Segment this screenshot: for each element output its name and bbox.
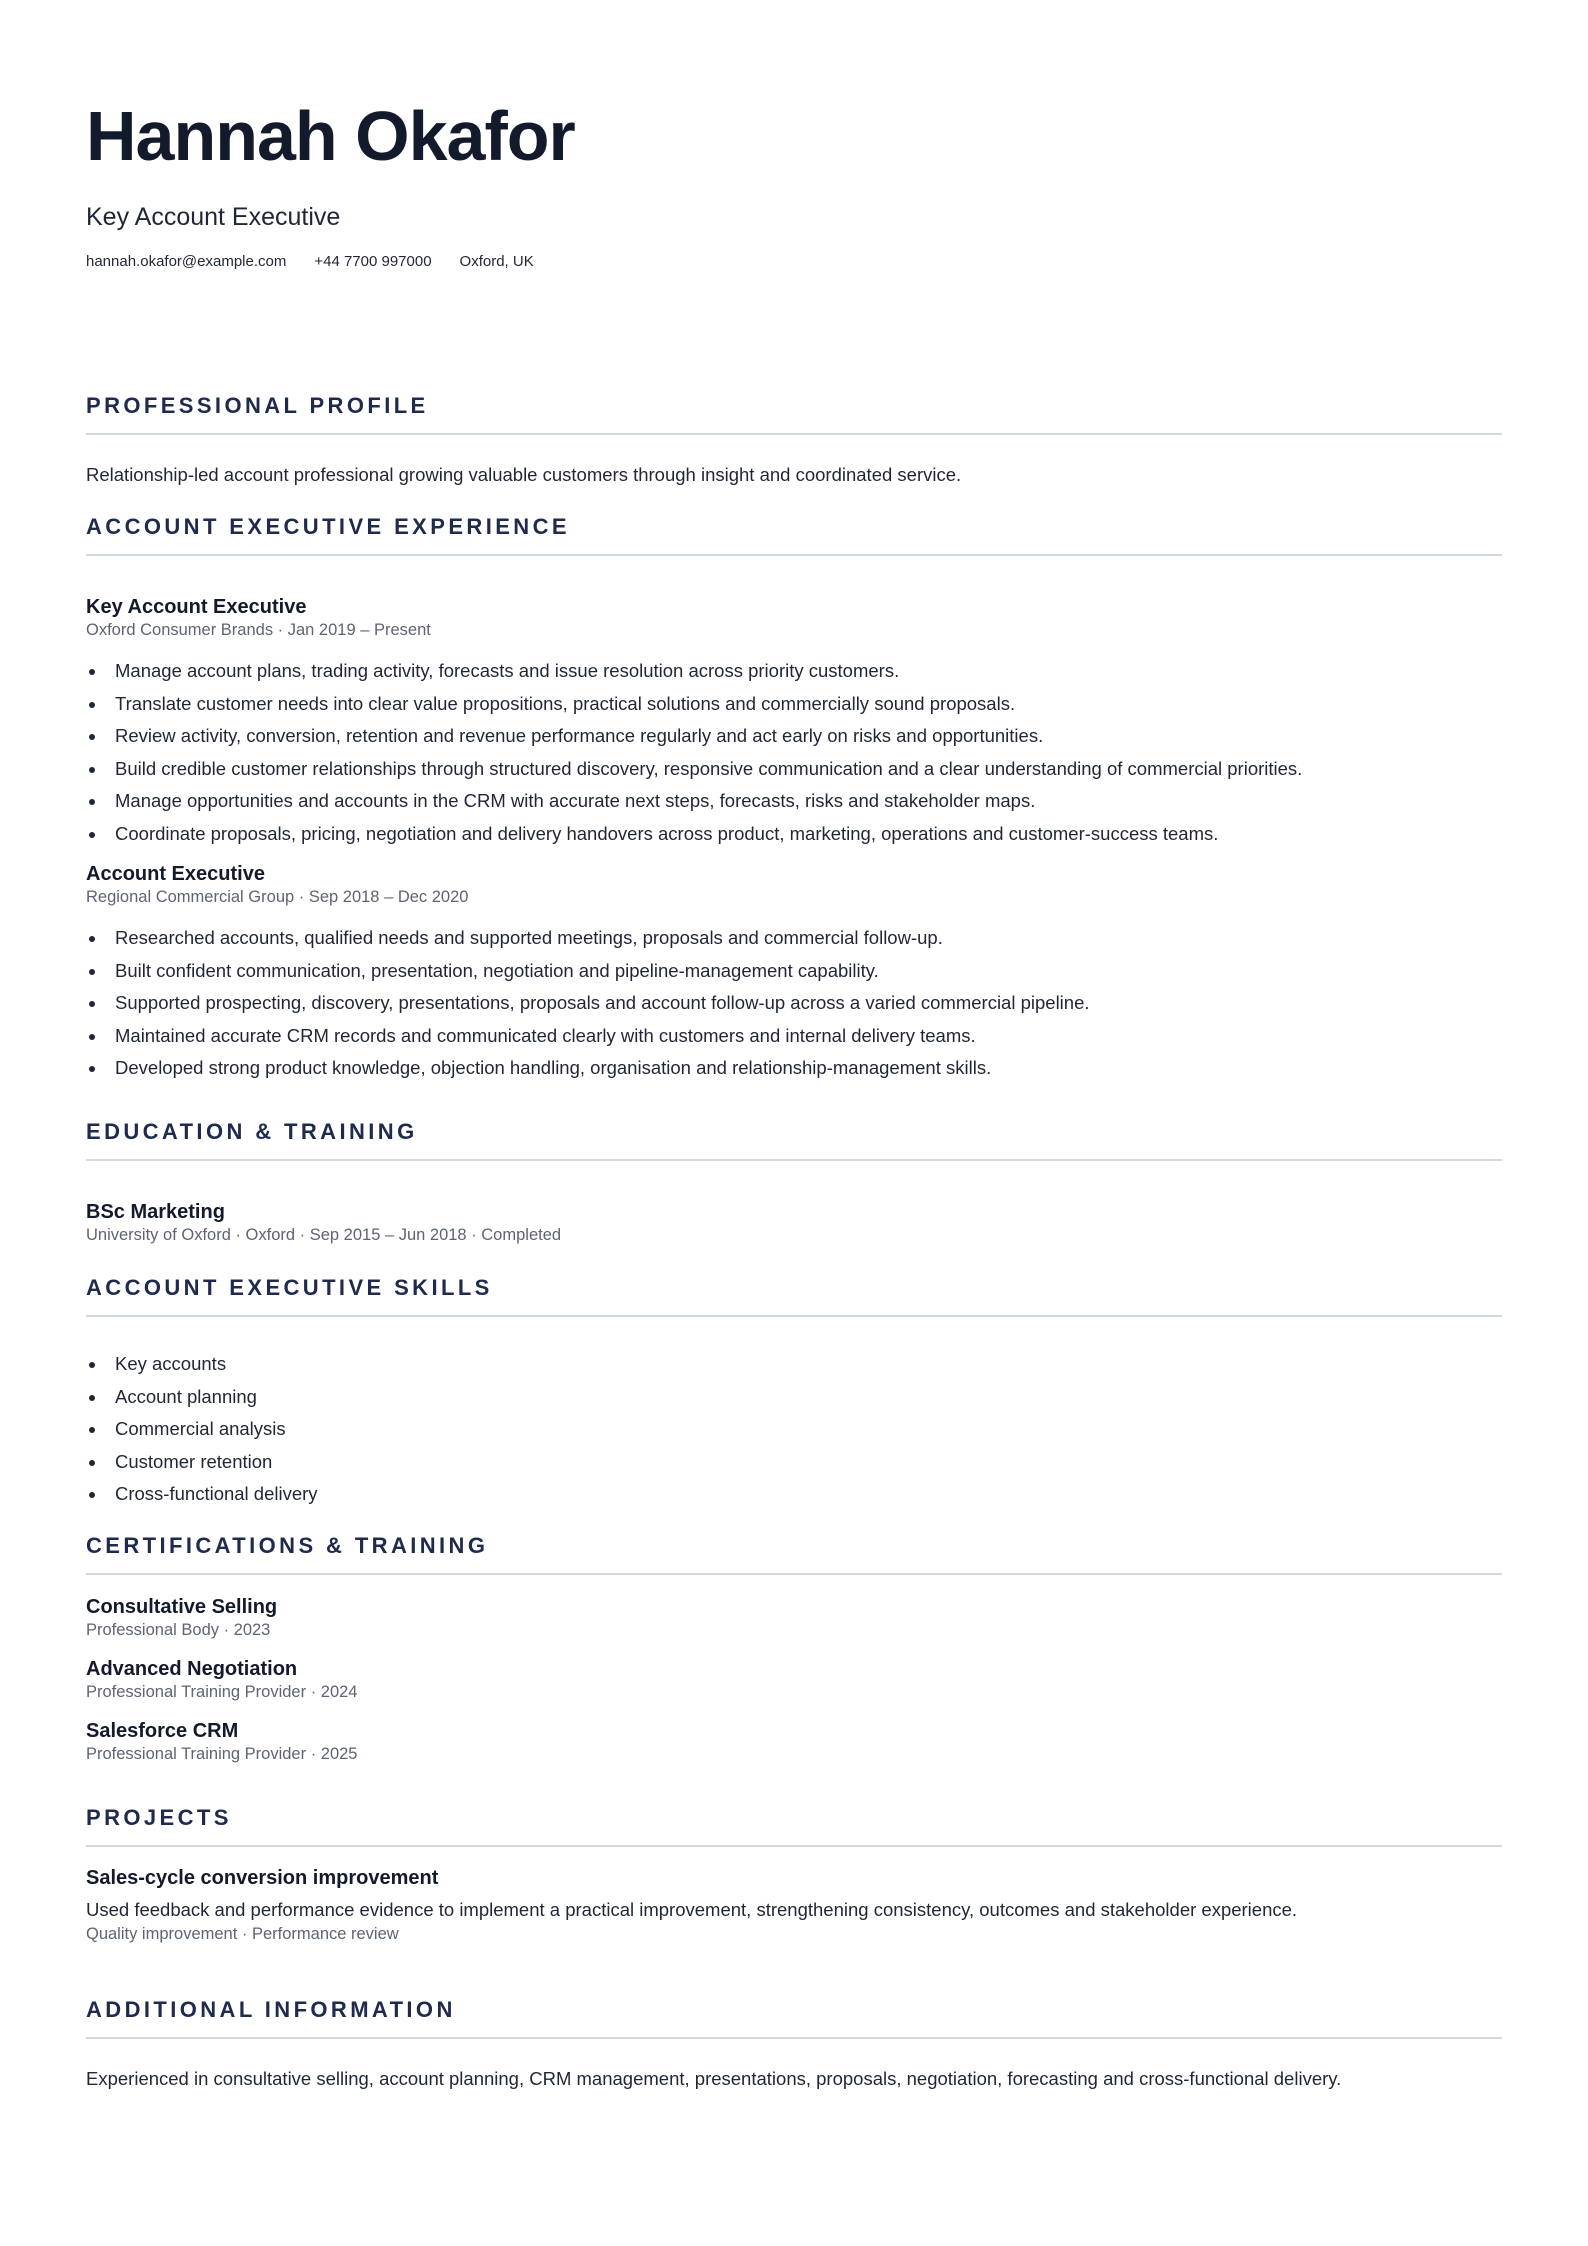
- job-meta: Regional Commercial Group · Sep 2018 – Dec 2020: [86, 888, 469, 906]
- section-divider: [86, 2037, 1502, 2039]
- job-meta: Oxford Consumer Brands · Jan 2019 – Present: [86, 621, 431, 639]
- contact-info: [86, 252, 1502, 272]
- skills-list: [86, 1348, 1502, 1511]
- section-divider: [86, 554, 1502, 556]
- profile-text: Relationship-led account professional growing valuable customers through insight and coordinated service.: [86, 464, 962, 485]
- skill-item: Account planning: [115, 1381, 1502, 1414]
- skill-item: Key accounts: [115, 1348, 1502, 1381]
- certifications-section: [86, 1532, 1502, 1765]
- cert-meta: Professional Training Provider · 2025: [86, 1745, 358, 1763]
- section-title-experience: ACCOUNT EXECUTIVE EXPERIENCE: [86, 514, 570, 539]
- skills-section: [86, 1274, 1502, 1511]
- experience-section: [86, 513, 1502, 1085]
- section-title-certifications: CERTIFICATIONS & TRAINING: [86, 1533, 489, 1558]
- job-bullet: Researched accounts, qualified needs and supported meetings, proposals and commercial follow-up.: [115, 922, 1502, 955]
- cert-entry: [86, 1719, 1502, 1765]
- skill-item: Commercial analysis: [115, 1413, 1502, 1446]
- job-bullet: Manage opportunities and accounts in the CRM with accurate next steps, forecasts, risks and stakeholder maps.: [115, 785, 1502, 818]
- job-bullet: Translate customer needs into clear value propositions, practical solutions and commercially sound proposals.: [115, 688, 1502, 721]
- project-name: Sales-cycle conversion improvement: [86, 1867, 439, 1889]
- section-title-profile: PROFESSIONAL PROFILE: [86, 393, 429, 418]
- cert-meta: Professional Body · 2023: [86, 1621, 271, 1639]
- job-entry: [86, 595, 1502, 850]
- job-bullets: [86, 922, 1502, 1085]
- cert-name: Consultative Selling: [86, 1596, 278, 1618]
- section-title-skills: ACCOUNT EXECUTIVE SKILLS: [86, 1275, 493, 1300]
- section-title-projects: PROJECTS: [86, 1805, 232, 1830]
- resume-header: [86, 0, 1502, 272]
- contact-location: Oxford, UK: [459, 253, 534, 270]
- cert-name: Salesforce CRM: [86, 1720, 239, 1742]
- section-divider: [86, 1845, 1502, 1847]
- job-entry: [86, 862, 1502, 1085]
- section-divider: [86, 433, 1502, 435]
- additional-text: Experienced in consultative selling, account planning, CRM management, presentations, proposals, negotiation, forecasting and cross-functional delivery.: [86, 2068, 1342, 2089]
- education-entry: [86, 1200, 1502, 1246]
- degree-title: BSc Marketing: [86, 1201, 225, 1223]
- cert-meta: Professional Training Provider · 2024: [86, 1683, 358, 1701]
- cert-entry: [86, 1657, 1502, 1703]
- skill-item: Cross-functional delivery: [115, 1478, 1502, 1511]
- degree-meta: University of Oxford · Oxford · Sep 2015 – Jun 2018 · Completed: [86, 1226, 562, 1244]
- contact-email: hannah.okafor@example.com: [86, 253, 287, 270]
- section-title-education: EDUCATION & TRAINING: [86, 1119, 418, 1144]
- cert-entry: [86, 1595, 1502, 1641]
- project-description: Used feedback and performance evidence to implement a practical improvement, strengthening consistency, outcomes and stakeholder experience.: [86, 1899, 1298, 1920]
- job-title: Account Executive: [86, 863, 265, 885]
- project-entry: [86, 1866, 1502, 1945]
- candidate-role: Key Account Executive: [86, 203, 341, 231]
- cert-name: Advanced Negotiation: [86, 1658, 298, 1680]
- job-bullet: Manage account plans, trading activity, forecasts and issue resolution across priority customers.: [115, 655, 1502, 688]
- job-bullet: Build credible customer relationships through structured discovery, responsive communication and a clear understanding of commercial priorities.: [115, 753, 1502, 786]
- job-bullet: Supported prospecting, discovery, presentations, proposals and account follow-up across a varied commercial pipeline.: [115, 987, 1502, 1020]
- job-bullet: Developed strong product knowledge, objection handling, organisation and relationship-management skills.: [115, 1052, 1502, 1085]
- project-tags: Quality improvement · Performance review: [86, 1925, 399, 1943]
- skill-item: Customer retention: [115, 1446, 1502, 1479]
- section-title-additional: ADDITIONAL INFORMATION: [86, 1997, 456, 2022]
- job-bullets: [86, 655, 1502, 850]
- contact-phone: +44 7700 997000: [314, 253, 432, 270]
- profile-section: [86, 392, 1502, 488]
- job-bullet: Built confident communication, presentation, negotiation and pipeline-management capability.: [115, 955, 1502, 988]
- additional-section: [86, 1996, 1502, 2092]
- job-bullet: Review activity, conversion, retention and revenue performance regularly and act early on risks and opportunities.: [115, 720, 1502, 753]
- job-title: Key Account Executive: [86, 596, 307, 618]
- projects-section: [86, 1804, 1502, 1945]
- section-divider: [86, 1315, 1502, 1317]
- candidate-name: Hannah Okafor: [86, 97, 575, 175]
- job-bullet: Maintained accurate CRM records and communicated clearly with customers and internal delivery teams.: [115, 1020, 1502, 1053]
- job-bullet: Coordinate proposals, pricing, negotiation and delivery handovers across product, marketing, operations and customer-success teams.: [115, 818, 1502, 851]
- section-divider: [86, 1573, 1502, 1575]
- section-divider: [86, 1159, 1502, 1161]
- education-section: [86, 1118, 1502, 1246]
